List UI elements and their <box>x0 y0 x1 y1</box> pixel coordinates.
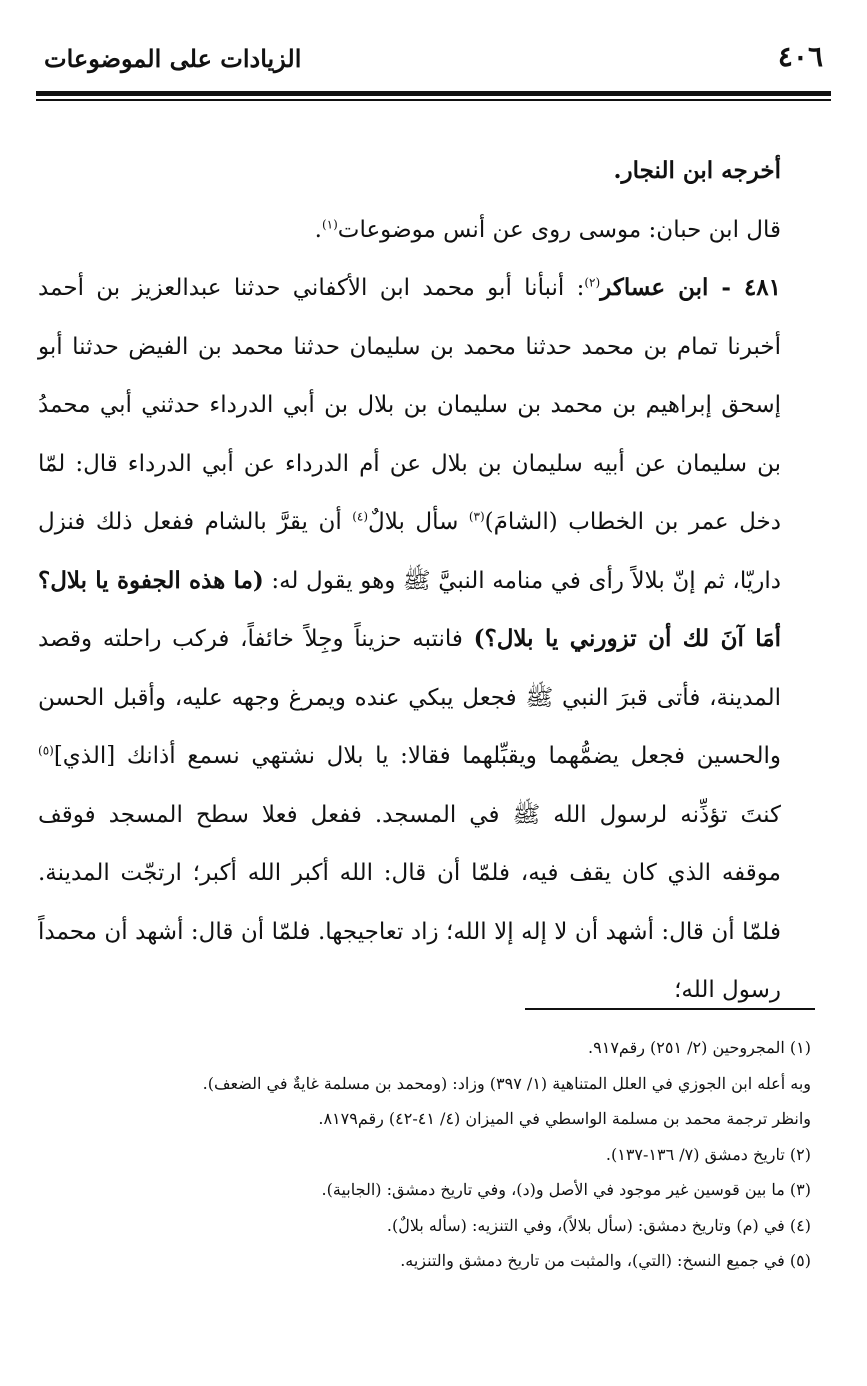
footnote-ref-3: (٣) <box>468 509 485 524</box>
header-rule-thin <box>36 99 831 101</box>
page-number: ٤٠٦ <box>777 40 823 73</box>
footnote-line: (٢) تاريخ دمشق (٧/ ١٣٦-١٣٧). <box>605 1144 811 1164</box>
hadith-number: ٤٨١ - ابن عساكر <box>600 274 781 301</box>
footnote-ref-2: (٢) <box>584 275 601 290</box>
header-rule-thick <box>36 91 831 96</box>
ibn-hibban-text: قال ابن حبان: موسى روى عن أنس موضوعات <box>337 216 781 243</box>
footnotes <box>38 1030 811 1279</box>
paragraph-source: أخرجه ابن النجار. <box>613 157 781 184</box>
running-title: الزيادات على الموضوعات <box>44 44 302 73</box>
hadith-text-a: : أنبأنا أبو محمد ابن الأكفاني حدثنا عبدالعزيز بن أحمد أخبرنا تمام بن محمد حدثنا محمد بن سليمان حدثنا محمد بن الفيض حدثنا أبو إسحق إبراهيم بن محمد بن سليمان بن بلال بن أبي الدرداء حدثني أبي محمدُ بن سليمان عن أبيه سليمان بن بلال عن أم الدرداء عن أبي الدرداء قال: لمّا دخل عمر بن الخطاب (الشامَ) <box>38 275 781 535</box>
hadith-text-e: كنتَ تؤذِّنه لرسول الله ﷺ في المسجد. ففعل فعلا سطح المسجد فوقف موقفه الذي كان يقف فيه، فلمّا أن قال: الله أكبر الله أكبر؛ ارتجّت المدينة. فلمّا أن قال: أشهد أن لا إله إلا الله؛ زاد تعاجيجها. فلمّا أن قال: أشهد أن محمداً رسول الله؛ <box>38 801 781 1003</box>
page-header <box>36 38 831 90</box>
main-text <box>38 142 815 1020</box>
footnote-line: (٣) ما بين قوسين غير موجود في الأصل و(د)، وفي تاريخ دمشق: (الجابية). <box>321 1180 811 1199</box>
footnote-line: (٤) في (م) وتاريخ دمشق: (سأل بلالاً)، وفي التنزيه: (سأله بلالٌ). <box>386 1215 811 1235</box>
hadith-quote-bold: (ما هذه الجفوة يا بلال؟ أمَا آنَ لك أن تزورني يا بلال؟) <box>38 566 781 652</box>
footnote-ref-4: (٤) <box>352 509 369 524</box>
hadith-text-d: فانتبه حزيناً وجِلاً خائفاً، فركب راحلته وقصد المدينة، فأتى قبرَ النبي ﷺ فجعل يبكي عنده ويمرغ وجهه عليه، وأقبل الحسن والحسين فجعل يضمُّهما ويقبِّلهما فقالا: يا بلال نشتهي نسمع أذانك [الذي] <box>38 626 781 769</box>
footnote-ref-1: (١) <box>321 216 338 231</box>
hadith-text-c: أن يقرَّ بالشام ففعل ذلك فنزل داريّا، ثم إنّ بلالاً رأى في منامه النبيَّ ﷺ وهو يقول له: <box>38 509 782 594</box>
footnote-ref-5: (٥) <box>38 743 54 758</box>
paragraph-hadith-481 <box>38 259 815 1020</box>
ibn-hibban-end: . <box>314 216 322 243</box>
footnote-line: وبه أعله ابن الجوزي في العلل المتناهية (١/ ٣٩٧) وزاد: (ومحمد بن مسلمة غايةٌ في الضعف). <box>202 1073 811 1093</box>
footnote-separator <box>525 1008 815 1010</box>
paragraph-ibn-hibban <box>38 201 815 260</box>
footnote-line: وانظر ترجمة محمد بن مسلمة الواسطي في الميزان (٤/ ٤١-٤٢) رقم٨١٧٩. <box>318 1109 811 1128</box>
footnote-line: (٥) في جميع النسخ: (التي)، والمثبت من تاريخ دمشق والتنزيه. <box>400 1251 811 1270</box>
footnote-line: (١) المجروحين (٢/ ٢٥١) رقم٩١٧. <box>588 1038 811 1057</box>
hadith-text-b: سأل بلالٌ <box>368 509 469 535</box>
